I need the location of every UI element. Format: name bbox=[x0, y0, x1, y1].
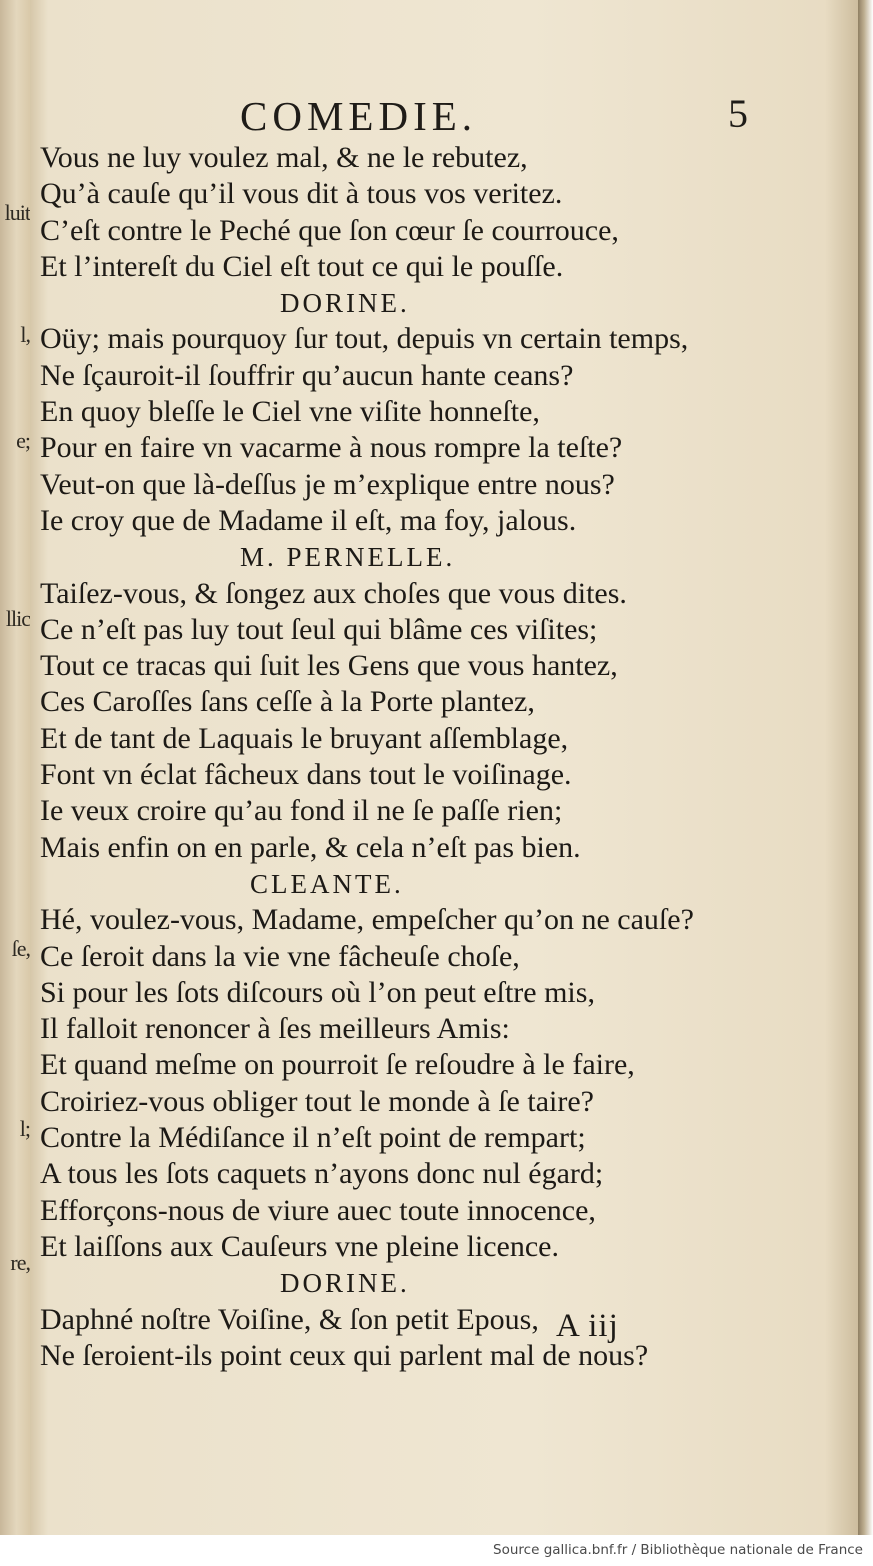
verse-line: Veut-on que là-deſſus je m’explique entre nous? bbox=[40, 467, 615, 501]
verse-line: Et l’intereſt du Ciel eſt tout ce qui le pouſſe. bbox=[40, 249, 564, 283]
verse-line: Et quand meſme on pourroit ſe reſoudre à le faire, bbox=[40, 1048, 635, 1082]
margin-fragment: re, bbox=[10, 1250, 30, 1275]
verse-line: Et de tant de Laquais le bruyant aſſemblage, bbox=[40, 721, 569, 755]
verse-line: Mais enfin on en parle, & cela n’eſt pas bien. bbox=[40, 830, 581, 864]
page-edge-shadow bbox=[858, 0, 873, 1535]
verse-line: Ie croy que de Madame il eſt, ma foy, jalous. bbox=[40, 503, 577, 537]
verse-line: Tout ce tracas qui ſuit les Gens que vous hantez, bbox=[40, 649, 618, 683]
margin-fragment: llic bbox=[5, 606, 30, 631]
verse-line: Pour en faire vn vacarme à nous rompre la teſte? bbox=[40, 431, 623, 465]
verse-line: Ne ſeroient-ils point ceux qui parlent mal de nous? bbox=[40, 1338, 649, 1372]
verse-line: Vous ne luy voulez mal, & ne le rebutez, bbox=[40, 141, 528, 174]
verse-line: Font vn éclat fâcheux dans tout le voiſinage. bbox=[40, 758, 572, 792]
verse-line: C’eſt contre le Peché que ſon cœur ſe courrouce, bbox=[40, 213, 619, 247]
verse-line: A tous les ſots caquets n’ayons donc nul égard; bbox=[40, 1157, 604, 1191]
margin-fragment: l; bbox=[19, 1116, 30, 1141]
verse-line: Si pour les ſots diſcours où l’on peut eſtre mis, bbox=[40, 975, 595, 1009]
verse-text bbox=[40, 140, 800, 1374]
signature-mark: A iij bbox=[556, 1308, 619, 1344]
verse-line: Ce ſeroit dans la vie vne fâcheuſe choſe, bbox=[40, 939, 520, 973]
verse-line: Taiſez-vous, & ſongez aux choſes que vous dites. bbox=[40, 576, 627, 610]
verse-line: Daphné noſtre Voiſine, & ſon petit Epous, bbox=[40, 1302, 539, 1336]
verse-line: Efforçons-nous de viure auec toute innocence, bbox=[40, 1193, 596, 1227]
source-footer bbox=[0, 1535, 873, 1566]
verse-line: Et laiſſons aux Cauſeurs vne pleine licence. bbox=[40, 1229, 559, 1263]
running-head: COMEDIE. bbox=[240, 93, 478, 139]
verse-line: Ce n’eſt pas luy tout ſeul qui blâme ces viſites; bbox=[40, 612, 598, 646]
source-credit: Source gallica.bnf.fr / Bibliothèque nationale de France bbox=[493, 1542, 863, 1558]
verse-line: Ne ſçauroit-il ſouffrir qu’aucun hante ceans? bbox=[40, 358, 574, 392]
margin-fragment: luit bbox=[4, 200, 30, 225]
verse-line: Ie veux croire qu’au fond il ne ſe paſſe rien; bbox=[40, 794, 563, 828]
facing-page-edge bbox=[0, 0, 30, 1535]
verse-line: Qu’à cauſe qu’il vous dit à tous vos veritez. bbox=[40, 177, 563, 211]
speaker-name: CLEANTE. bbox=[250, 868, 404, 899]
margin-fragment: e; bbox=[16, 428, 30, 453]
verse-line: Croiriez-vous obliger tout le monde à ſe taire? bbox=[40, 1084, 594, 1118]
verse-line: Il falloit renoncer à ſes meilleurs Amis: bbox=[40, 1012, 510, 1046]
margin-fragment: ſe, bbox=[11, 936, 30, 961]
verse-line: Ces Caroſſes ſans ceſſe à la Porte plantez, bbox=[40, 685, 535, 719]
speaker-name: DORINE. bbox=[280, 1268, 410, 1299]
verse-line: Hé, voulez-vous, Madame, empeſcher qu’on ne cauſe? bbox=[40, 903, 694, 937]
verse-line: Oüy; mais pourquoy ſur tout, depuis vn certain temps, bbox=[40, 322, 689, 356]
verse-line: En quoy bleſſe le Ciel vne viſite honneſte, bbox=[40, 395, 540, 429]
speaker-name: DORINE. bbox=[280, 288, 410, 319]
verse-line: Contre la Médiſance il n’eſt point de rempart; bbox=[40, 1121, 586, 1155]
margin-fragment: l, bbox=[20, 322, 30, 347]
page-number: 5 bbox=[728, 91, 748, 136]
speaker-name: M. PERNELLE. bbox=[240, 542, 456, 573]
